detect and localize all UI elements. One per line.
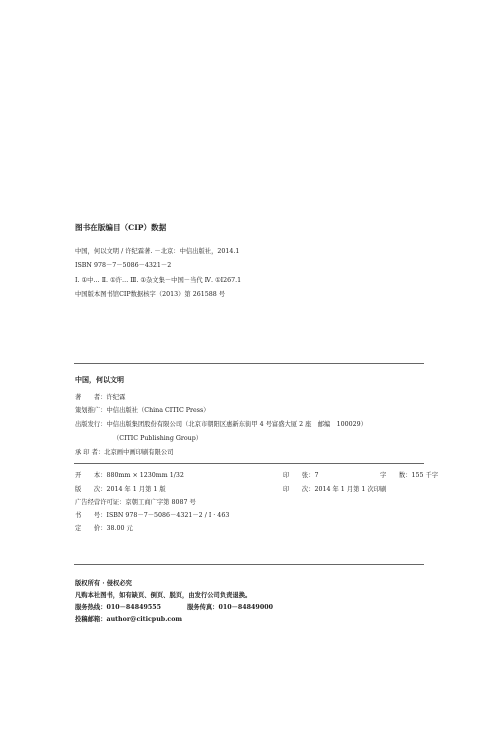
format-label: 开 本：	[75, 472, 107, 479]
hotline-value: 010－84849555	[106, 604, 161, 611]
sheets-row	[283, 473, 319, 479]
email-label: 投稿邮箱：	[75, 616, 107, 623]
cip-line-title: 中国，何以文明 / 许纪霖著. －北京：中信出版社，2014.1	[75, 248, 240, 255]
printing-value: 2014 年 1 月第 1 次印刷	[314, 486, 387, 493]
format-row	[75, 473, 184, 479]
author-label: 著 者：	[75, 394, 107, 401]
divider-top	[74, 363, 424, 364]
fax-value: 010－84849000	[218, 604, 273, 611]
fax-label: 服务传真：	[186, 604, 219, 611]
publisher-row	[75, 422, 367, 428]
printing-row	[283, 487, 386, 493]
publisher-label: 出版发行：	[75, 421, 107, 428]
divider-bottom	[74, 564, 424, 565]
contact-row	[75, 605, 273, 611]
divider-middle	[74, 463, 424, 464]
planner-value: 中信出版社（China CITIC Press）	[106, 407, 210, 414]
edition-value: 2014 年 1 月第 1 版	[106, 486, 166, 493]
rights-title: 版权所有 · 侵权必究	[75, 580, 132, 587]
author-row	[75, 395, 125, 401]
words-label: 字 数：	[380, 472, 412, 479]
edition-row	[75, 487, 166, 493]
book-title: 中国，何以文明	[75, 375, 124, 384]
sheets-label: 印 张：	[283, 472, 315, 479]
isbn-label: 书 号：	[75, 512, 107, 519]
printer-value: 北京画中画印刷有限公司	[104, 449, 174, 456]
printer-row	[75, 450, 173, 456]
price-row	[75, 526, 133, 532]
words-value: 155 千字	[411, 472, 439, 479]
ad-license: 广告经营许可证：京朝工商广字第 8087 号	[75, 499, 196, 506]
cip-line-record: 中国版本图书馆CIP数据核字（2013）第 261588 号	[75, 291, 226, 298]
cip-title: 图书在版编目（CIP）数据	[75, 223, 167, 232]
publisher-value: 中信出版集团股份有限公司（北京市朝阳区惠新东街甲 4 号富盛大厦 2 座 邮编 100029）	[106, 421, 367, 428]
isbn-row	[75, 513, 229, 519]
email-value: author@citicpub.com	[106, 616, 183, 623]
price-label: 定 价：	[75, 525, 107, 532]
hotline-label: 服务热线：	[75, 604, 107, 611]
printer-label: 承 印 者：	[75, 449, 105, 456]
sheets-value: 7	[314, 472, 319, 479]
publisher-en: （CITIC Publishing Group）	[113, 435, 203, 442]
cip-line-classification: Ⅰ. ①中… Ⅱ. ①许… Ⅲ. ①杂文集－中国－当代 Ⅳ. ①I267.1	[75, 277, 242, 284]
email-row	[75, 617, 182, 623]
cip-line-isbn: ISBN 978－7－5086－4321－2	[75, 262, 172, 269]
printing-label: 印 次：	[283, 486, 315, 493]
isbn-value: ISBN 978－7－5086－4321－2 / I · 463	[106, 512, 230, 519]
rights-notice: 凡购本社图书，如有缺页、倒页、脱页，由发行公司负责退换。	[75, 592, 252, 599]
edition-label: 版 次：	[75, 486, 107, 493]
planner-row	[75, 408, 210, 414]
format-value: 880mm × 1230mm 1/32	[106, 472, 184, 479]
words-row	[380, 473, 438, 479]
planner-label: 策划推广：	[75, 407, 107, 414]
price-value: 38.00 元	[106, 525, 133, 532]
author-value: 许纪霖	[106, 394, 126, 401]
